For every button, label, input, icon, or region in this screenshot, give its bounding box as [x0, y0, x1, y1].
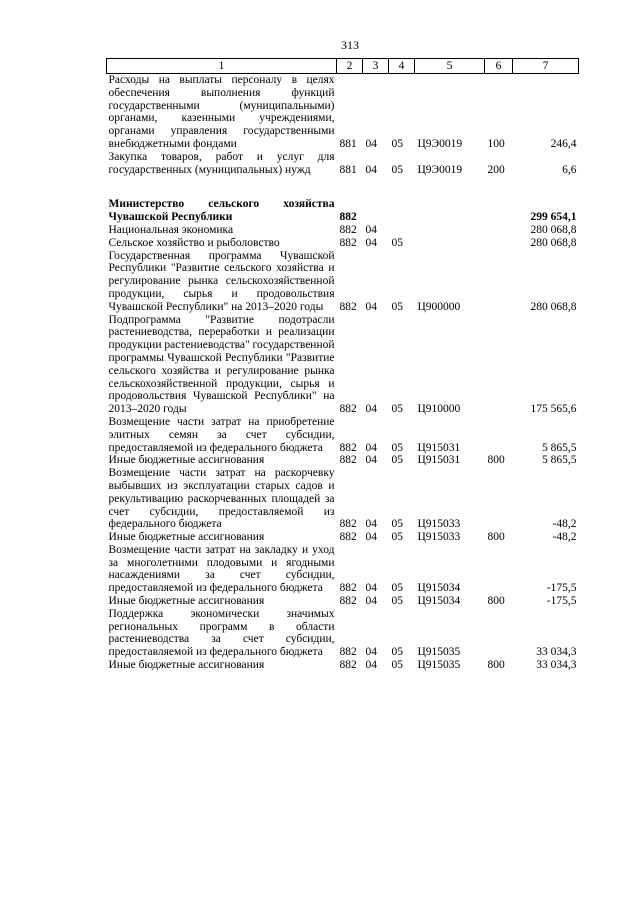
table-row [107, 74, 579, 151]
table-row [107, 608, 579, 659]
header-cell: 3 [363, 59, 389, 74]
ministry-code: 882 [339, 595, 357, 608]
expense-type-code: 200 [487, 163, 505, 176]
section-code: 04 [365, 454, 377, 467]
target-article-code: Ц915034 [417, 595, 461, 608]
expense-type-code [485, 198, 513, 224]
amount-value: 6,6 [562, 163, 577, 176]
amount-value: 280 068,8 [530, 300, 577, 313]
table-row [107, 224, 579, 237]
expense-type-code: 800 [487, 659, 505, 672]
amount-value: -48,2 [552, 531, 577, 544]
ministry-code: 882 [339, 211, 357, 224]
row-name: Иные бюджетные ассигнования [108, 659, 265, 672]
target-article-code: Ц915033 [417, 518, 461, 531]
ministry-code: 882 [339, 659, 357, 672]
target-article-code [415, 237, 485, 250]
section-code [363, 198, 389, 224]
target-article-code: Ц915035 [417, 659, 461, 672]
target-article-code: Ц915034 [417, 582, 461, 595]
expense-type-code [485, 314, 513, 416]
row-name: Иные бюджетные ассигнования [108, 454, 265, 467]
ministry-code: 882 [339, 646, 357, 659]
table-row [107, 467, 579, 531]
table-row [107, 531, 579, 544]
target-article-code: Ц915031 [417, 454, 461, 467]
header-row [107, 59, 579, 74]
subsection-code: 05 [391, 646, 403, 659]
row-name: Сельское хозяйство и рыболовство [108, 236, 280, 249]
ministry-code: 882 [339, 403, 357, 416]
ministry-code: 882 [339, 531, 357, 544]
table-row [107, 198, 579, 224]
page-number: 313 [341, 38, 359, 52]
header-cell: 1 [107, 59, 337, 74]
section-code: 04 [365, 582, 377, 595]
row-name: Министерство сельского хозяйства Чувашской Республики [108, 198, 335, 224]
subsection-code: 05 [391, 518, 403, 531]
header-cell: 2 [337, 59, 363, 74]
subsection-code: 05 [391, 659, 403, 672]
amount-value: 246,4 [550, 137, 577, 150]
ministry-code: 882 [339, 582, 357, 595]
expense-type-code [485, 608, 513, 659]
table-row [107, 544, 579, 595]
subsection-code: 05 [391, 595, 403, 608]
expense-type-code [485, 224, 513, 237]
ministry-code: 882 [339, 441, 357, 454]
expense-type-code [485, 416, 513, 454]
table-header [107, 59, 579, 74]
row-name: Иные бюджетные ассигнования [108, 595, 265, 608]
ministry-code: 882 [339, 300, 357, 313]
amount-value: 299 654,1 [530, 211, 577, 224]
header-cell: 7 [513, 59, 579, 74]
table-row [107, 237, 579, 250]
spacer-row [107, 176, 579, 198]
section-code: 04 [365, 163, 377, 176]
section-code: 04 [365, 659, 377, 672]
target-article-code: Ц915031 [417, 441, 461, 454]
table-body [107, 74, 579, 672]
amount-value: -175,5 [546, 595, 577, 608]
expense-type-code: 100 [487, 137, 505, 150]
section-code: 04 [365, 441, 377, 454]
table-row [107, 416, 579, 454]
row-name: Возмещение части затрат на приобретение элитных семян за счет субсидии, предоставляемой из федерального бюджета [108, 415, 335, 454]
spacer-cell [107, 176, 579, 198]
amount-value: 280 068,8 [530, 223, 577, 236]
row-name: Возмещение части затрат на закладку и уход за многолетними плодовыми и ягодными насаждениями за счет субсидии, предоставляемой из федерального бюджета [108, 543, 335, 595]
subsection-code: 05 [391, 236, 403, 249]
budget-table [106, 58, 579, 672]
row-name: Поддержка экономически значимых региональных программ в области растениеводства за счет субсидии, предоставляемой из федерального бюджета [108, 607, 335, 659]
header-cell: 6 [485, 59, 513, 74]
ministry-code: 882 [339, 223, 357, 236]
table-row [107, 454, 579, 467]
subsection-code: 05 [391, 582, 403, 595]
section-code: 04 [365, 646, 377, 659]
table-row [107, 151, 579, 177]
table-row [107, 250, 579, 314]
amount-value: 175 565,6 [530, 403, 577, 416]
amount-value: 33 034,3 [536, 659, 577, 672]
target-article-code: Ц910000 [417, 403, 461, 416]
target-article-code: Ц915035 [417, 646, 461, 659]
expense-type-code: 800 [487, 531, 505, 544]
subsection-code: 05 [391, 441, 403, 454]
row-name: Национальная экономика [108, 223, 234, 236]
amount-value: 280 068,8 [530, 236, 577, 249]
ministry-code: 881 [339, 163, 357, 176]
expense-type-code [485, 250, 513, 314]
section-code: 04 [365, 531, 377, 544]
row-name: Подпрограмма "Развитие подотрасли растениеводства, переработки и реализации продукции растениеводства" государственной программы Чувашской Республики "Развитие сельского хозяйства и регулирование рынка сельскохозяйственной продукции, сырья и продовольствия Чувашской Республики" на 2013–2020 годы [108, 313, 335, 416]
expense-type-code [485, 544, 513, 595]
expense-type-code: 800 [487, 595, 505, 608]
subsection-code: 05 [391, 454, 403, 467]
target-article-code [415, 224, 485, 237]
table-row [107, 595, 579, 608]
amount-value: 33 034,3 [536, 646, 577, 659]
row-name: Закупка товаров, работ и услуг для государственных (муниципальных) нужд [108, 150, 335, 176]
amount-value: 5 865,5 [542, 454, 577, 467]
row-name: Иные бюджетные ассигнования [108, 531, 265, 544]
amount-value: 5 865,5 [542, 441, 577, 454]
ministry-code: 882 [339, 454, 357, 467]
expense-type-code: 800 [487, 454, 505, 467]
subsection-code [389, 198, 415, 224]
section-code: 04 [365, 223, 377, 236]
target-article-code: Ц915033 [417, 531, 461, 544]
ministry-code: 881 [339, 137, 357, 150]
section-code: 04 [365, 403, 377, 416]
expense-type-code [485, 467, 513, 531]
row-name: Возмещение части затрат на раскорчевку выбывших из эксплуатации старых садов и рекультивацию раскорчеванных площадей за счет субсидии, предоставляемой из федерального бюджета [108, 467, 335, 531]
target-article-code: Ц9Э0019 [417, 137, 463, 150]
ministry-code: 882 [339, 518, 357, 531]
target-article-code: Ц9Э0019 [417, 163, 463, 176]
section-code: 04 [365, 300, 377, 313]
section-code: 04 [365, 236, 377, 249]
ministry-code: 882 [339, 236, 357, 249]
expense-type-code [485, 237, 513, 250]
subsection-code: 05 [391, 300, 403, 313]
amount-value: -48,2 [552, 518, 577, 531]
row-name: Государственная программа Чувашской Республики "Развитие сельского хозяйства и регулирование рынка сельскохозяйственной продукции, сырья и продовольствия Чувашской Республики" на 2013–2020 годы [108, 249, 335, 313]
subsection-code: 05 [391, 403, 403, 416]
header-cell: 5 [415, 59, 485, 74]
section-code: 04 [365, 518, 377, 531]
section-code: 04 [365, 137, 377, 150]
header-cell: 4 [389, 59, 415, 74]
subsection-code: 05 [391, 163, 403, 176]
subsection-code: 05 [391, 531, 403, 544]
amount-value: -175,5 [546, 582, 577, 595]
subsection-code [389, 224, 415, 237]
row-name: Расходы на выплаты персоналу в целях обеспечения выполнения функций государственными (муниципальными) органами, казенными учреждениями, органами управления государственными внебюджетными фондами [108, 74, 335, 150]
subsection-code: 05 [391, 137, 403, 150]
section-code: 04 [365, 595, 377, 608]
target-article-code: Ц900000 [417, 300, 461, 313]
table-row [107, 314, 579, 416]
table-row [107, 659, 579, 672]
target-article-code [415, 198, 485, 224]
